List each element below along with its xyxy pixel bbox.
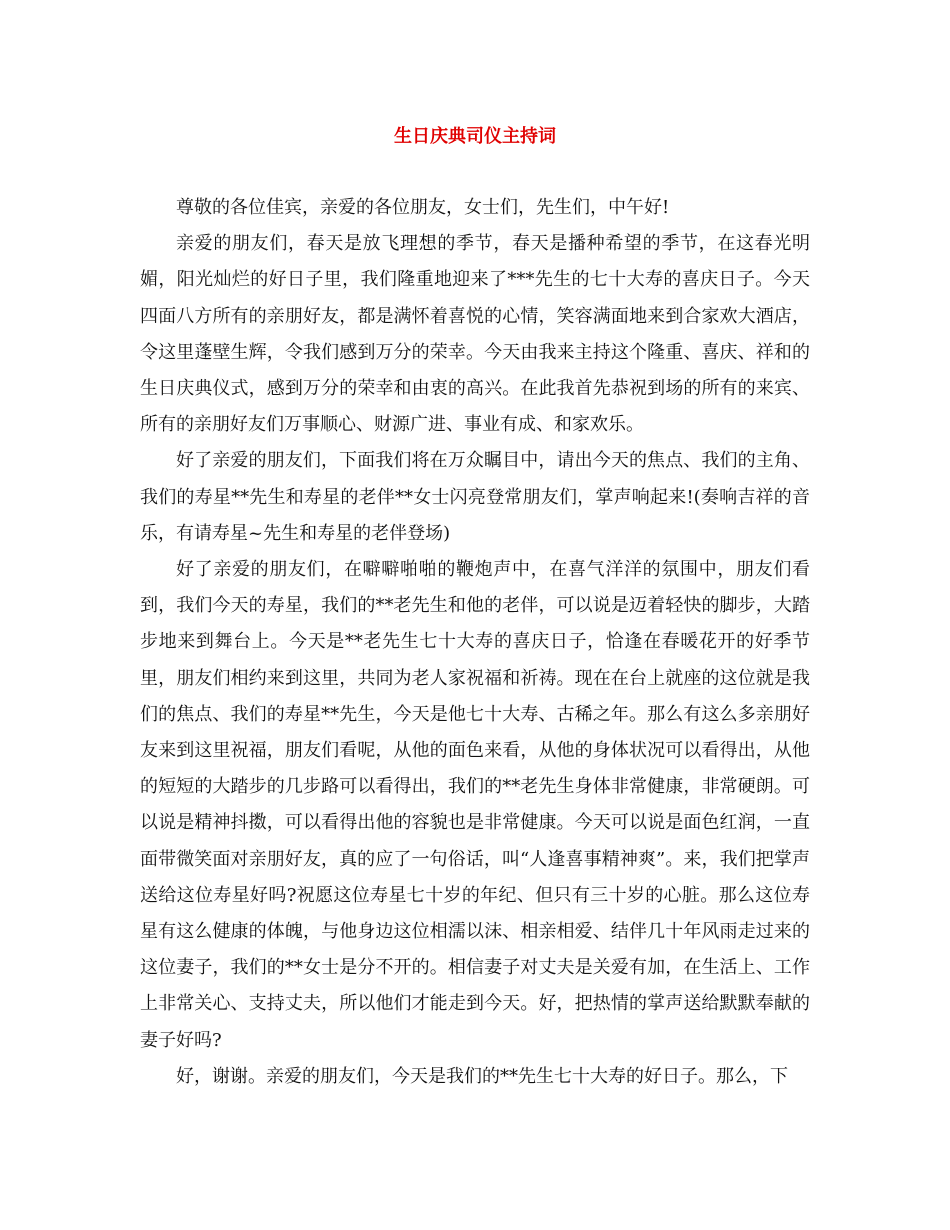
paragraph-opening: 亲爱的朋友们，春天是放飞理想的季节，春天是播种希望的季节，在这春光明媚，阳光灿烂的好日子里，我们隆重地迎来了***先生的七十大寿的喜庆日子。今天四面八方所有的亲朋好友，都是满怀着喜悦的心情，笑容满面地来到合家欢大酒店，令这里蓬壁生辉，令我们感到万分的荣幸。今天由我来主持这个隆重、喜庆、祥和的生日庆典仪式，感到万分的荣幸和由衷的高兴。在此我首先恭祝到场的所有的来宾、所有的亲朋好友们万事顺心、财源广进、事业有成、和家欢乐。	[140, 233, 810, 436]
paragraph-celebration: 好了亲爱的朋友们，在噼噼啪啪的鞭炮声中，在喜气洋洋的氛围中，朋友们看到，我们今天的寿星，我们的**老先生和他的老伴，可以说是迈着轻快的脚步，大踏步地来到舞台上。今天是**老先生七十大寿的喜庆日子，恰逢在春暖花开的好季节里，朋友们相约来到这里，共同为老人家祝福和祈祷。现在在台上就座的这位就是我们的焦点、我们的寿星**先生，今天是他七十大寿、古稀之年。那么有这么多亲朋好友来到这里祝福，朋友们看呢，从他的面色来看，从他的身体状况可以看得出，从他的短短的大踏步的几步路可以看得出，我们的**老先生身体非常健康，非常硬朗。可以说是精神抖擞，可以看得出他的容貌也是非常健康。今天可以说是面色红润，一直面带微笑面对亲朋好友，真的应了一句俗话，叫“人逢喜事精神爽”。来，我们把掌声送给这位寿星好吗?祝愿这位寿星七十岁的年纪、但只有三十岁的心脏。那么这位寿星有这么健康的体魄，与他身边这位相濡以沫、相亲相爱、结伴几十年风雨走过来的这位妻子，我们的**女士是分不开的。相信妻子对丈夫是关爱有加，在生活上、工作上非常关心、支持丈夫，所以他们才能走到今天。好，把热情的掌声送给默默奉献的妻子好吗?	[140, 559, 810, 1051]
paragraph-greeting: 尊敬的各位佳宾，亲爱的各位朋友，女士们，先生们，中午好!	[176, 197, 670, 218]
document-body	[140, 190, 810, 1095]
page-title: 生日庆典司仪主持词	[394, 126, 556, 147]
paragraph-continuation: 好，谢谢。亲爱的朋友们，今天是我们的**先生七十大寿的好日子。那么，下	[176, 1065, 788, 1087]
paragraph-introduction: 好了亲爱的朋友们，下面我们将在万众瞩目中，请出今天的焦点、我们的主角、我们的寿星**先生和寿星的老伴**女士闪亮登常朋友们，掌声响起来!(奏响吉祥的音乐，有请寿星~先生和寿星的老伴登场)	[140, 450, 810, 544]
